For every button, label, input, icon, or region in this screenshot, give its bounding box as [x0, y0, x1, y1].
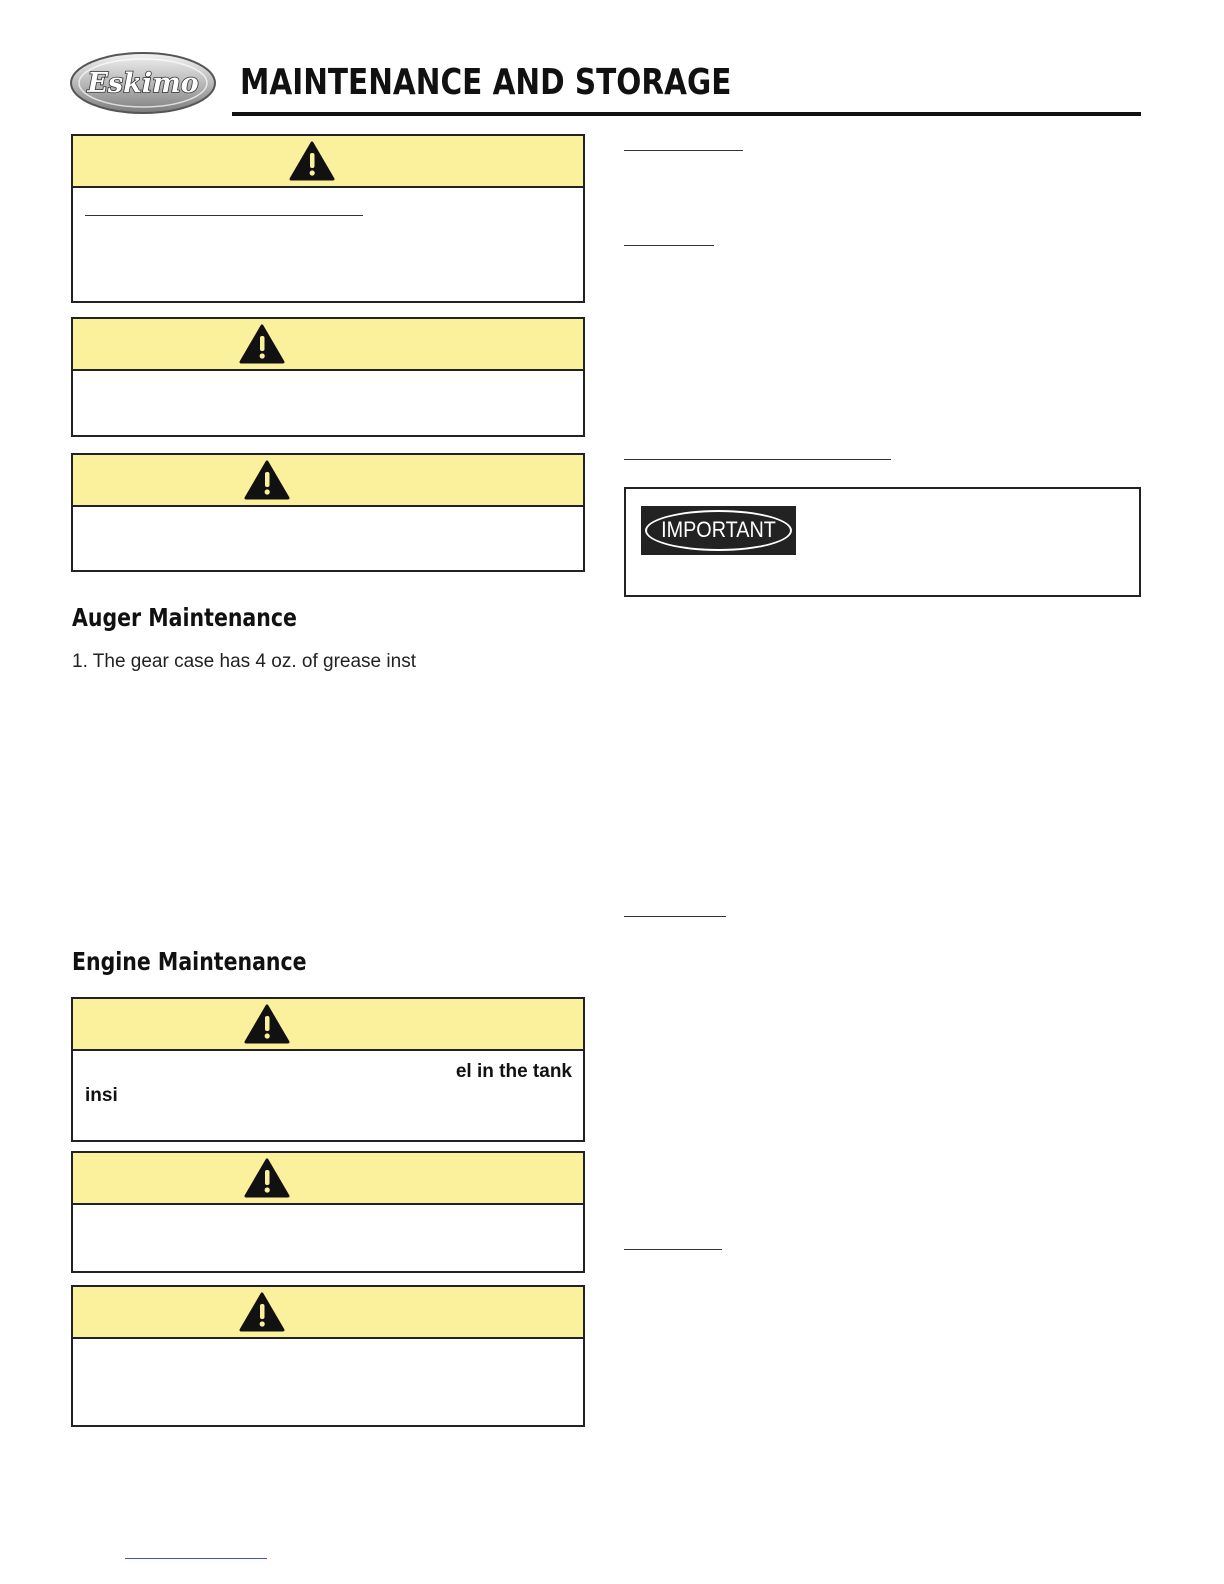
warning-triangle-icon: [239, 1292, 285, 1332]
eskimo-logo-graphic: [70, 52, 216, 114]
engine-warning-text-line1: el in the tank: [455, 1061, 572, 1082]
warning-header: [73, 1153, 583, 1205]
eskimo-logo: [70, 52, 216, 114]
footer-link-underline[interactable]: [125, 1558, 267, 1559]
page-title: MAINTENANCE AND STORAGE: [240, 62, 732, 103]
warning-box-5: [71, 1151, 585, 1273]
subheading-underline-1: [624, 150, 743, 151]
warning-box-2: [71, 317, 585, 437]
warning-box-1: [71, 134, 585, 303]
subheading-underline-3: [624, 459, 891, 460]
subheading-underline-2: [624, 245, 714, 246]
warning-header: [73, 999, 583, 1051]
warning-box-6: [71, 1285, 585, 1427]
warning-header: [73, 455, 583, 507]
engine-maintenance-heading: Engine Maintenance: [72, 947, 307, 976]
engine-warning-text-line2: insi: [85, 1085, 118, 1106]
subheading-underline-4: [624, 916, 726, 917]
subheading-underline-5: [624, 1249, 722, 1250]
warning-triangle-icon: [244, 1004, 290, 1044]
warning-box-3: [71, 453, 585, 572]
important-badge: [641, 506, 796, 555]
warning-header: [73, 319, 583, 371]
important-notice-box: [624, 487, 1141, 597]
auger-step-1: 1. The gear case has 4 oz. of grease inst: [72, 651, 416, 672]
warning-triangle-icon: [239, 324, 285, 364]
warning-header: [73, 1287, 583, 1339]
auger-maintenance-heading: Auger Maintenance: [72, 603, 297, 632]
warning-triangle-icon: [289, 141, 335, 181]
svg-text:Eskimo: Eskimo: [87, 68, 199, 99]
warning-triangle-icon: [244, 1158, 290, 1198]
important-label: IMPORTANT: [661, 517, 776, 542]
warning-box-4: [71, 997, 585, 1142]
blank-line: [85, 215, 363, 216]
warning-header: [73, 136, 583, 188]
title-underline: [232, 112, 1141, 116]
warning-triangle-icon: [244, 460, 290, 500]
